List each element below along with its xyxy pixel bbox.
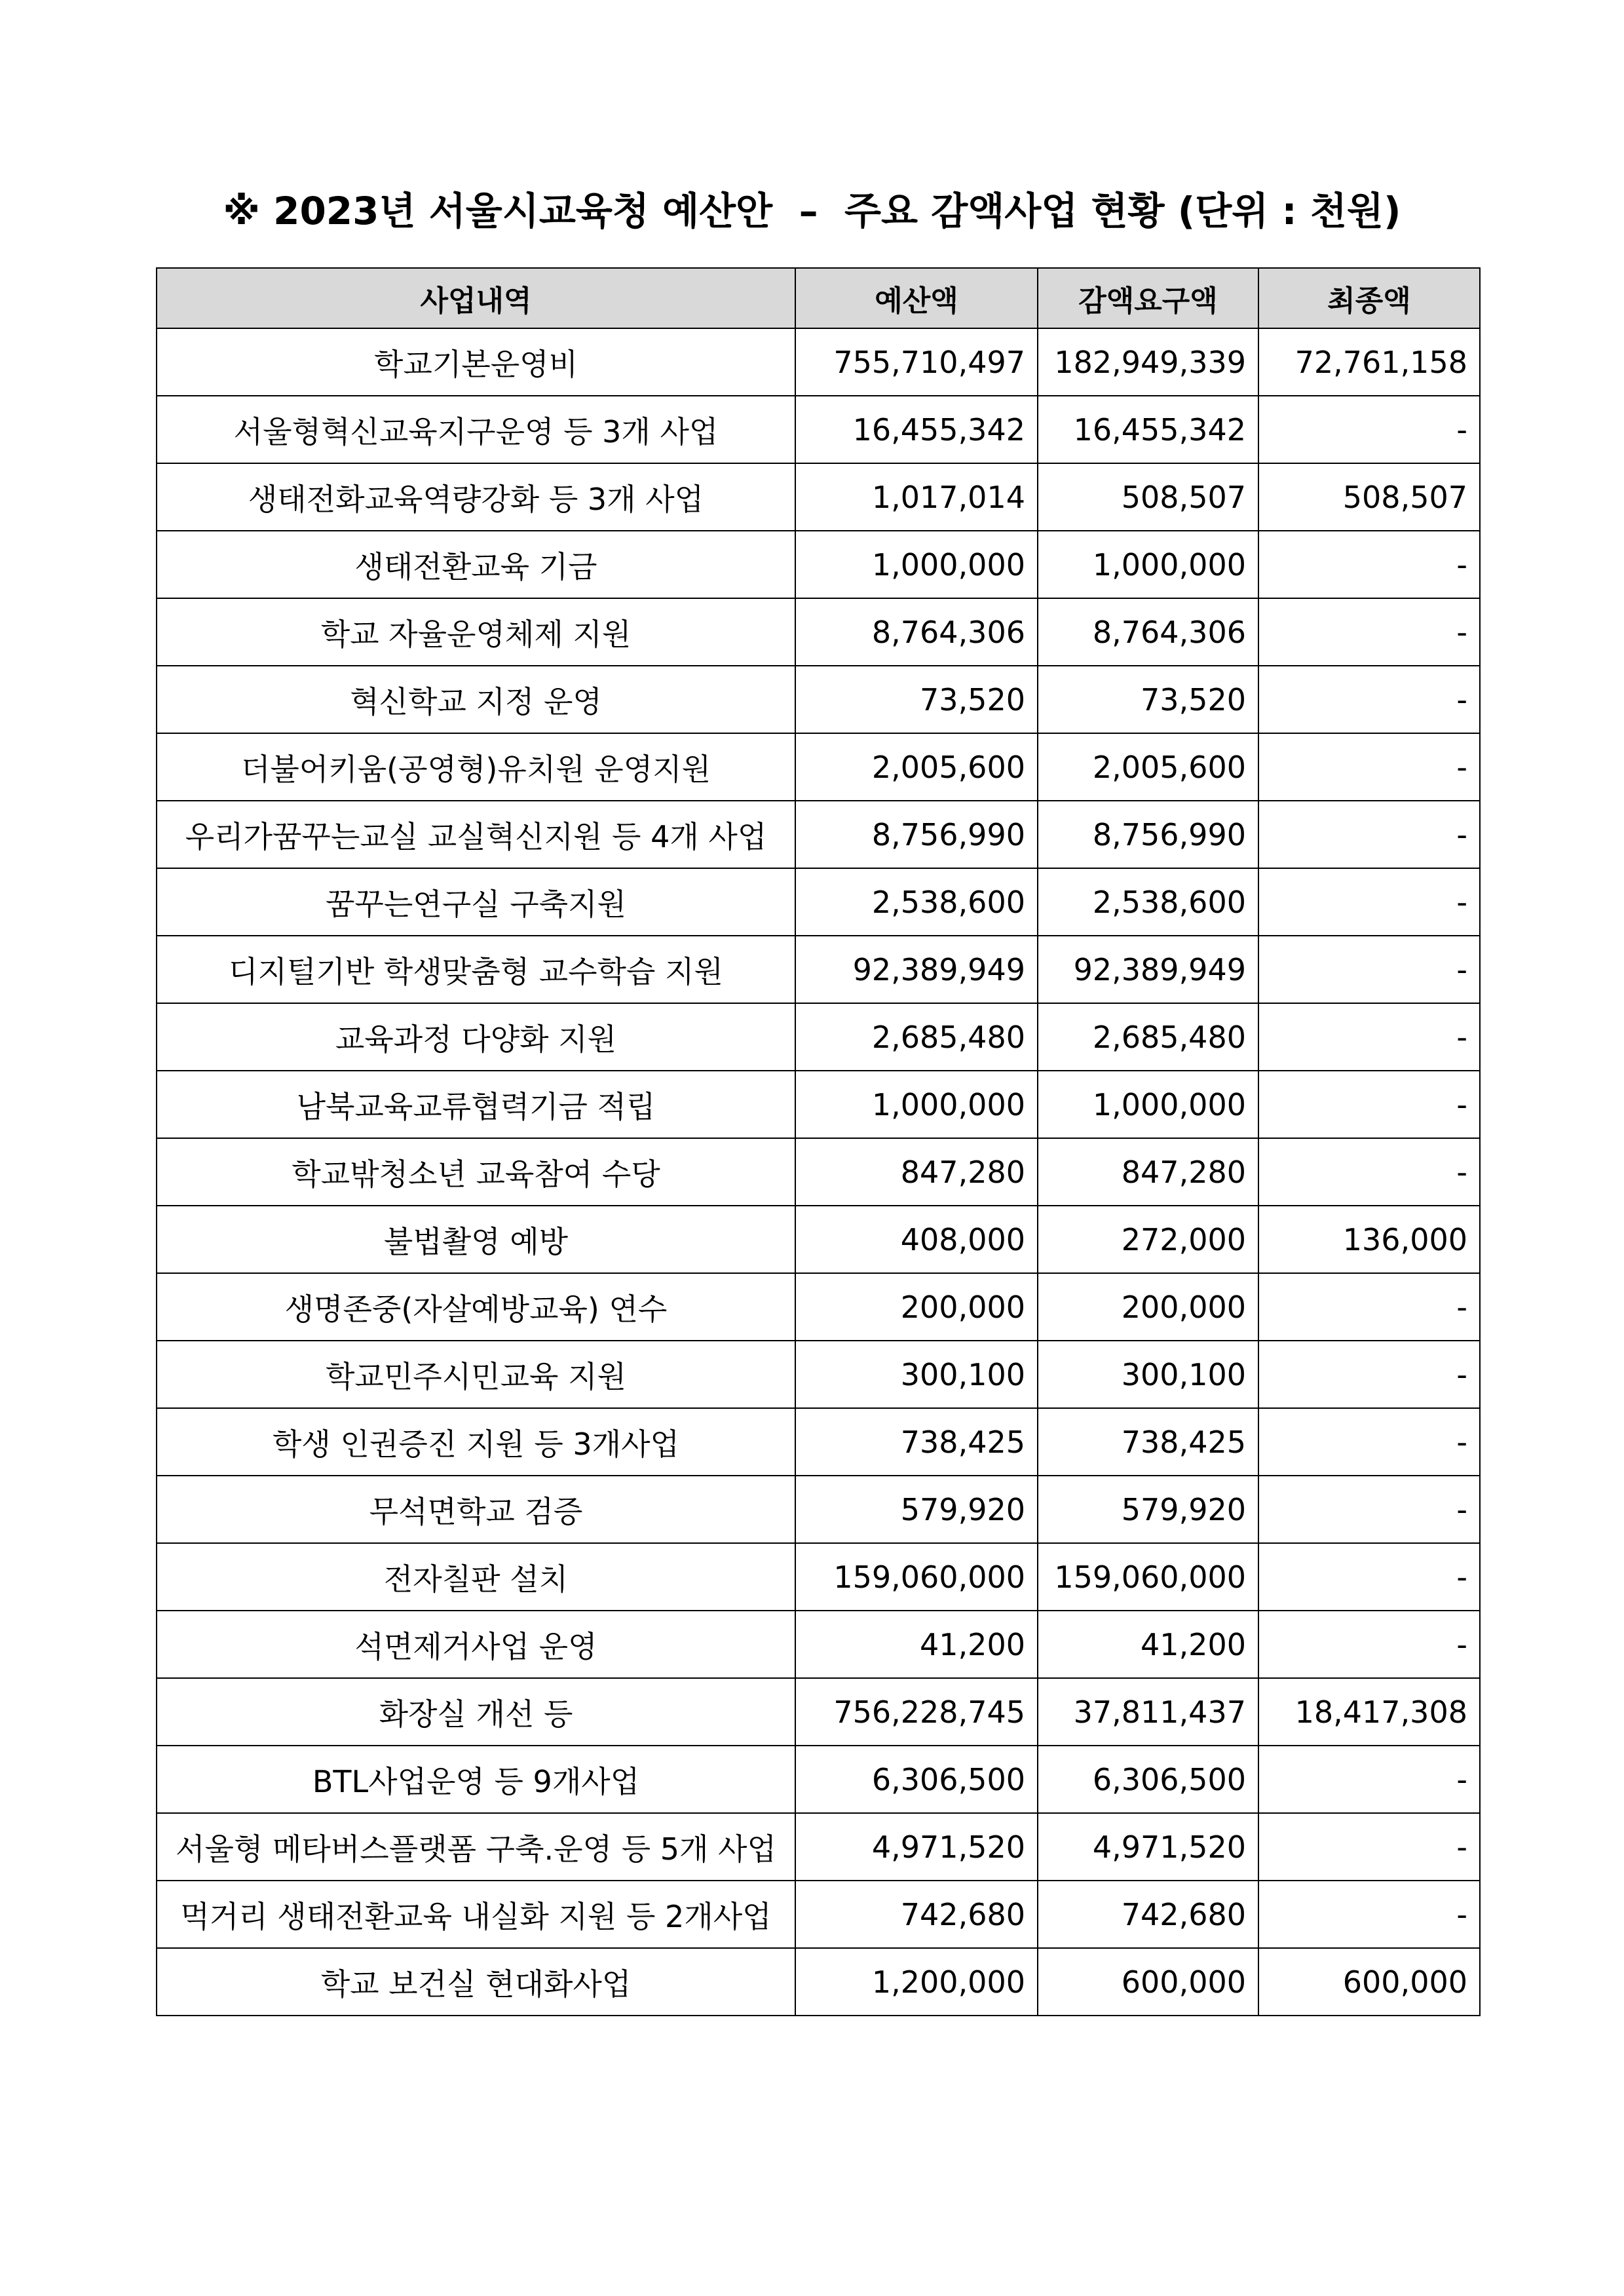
reduction-request-cell: 73,520 — [1038, 666, 1258, 733]
final-amount-cell: 508,507 — [1258, 463, 1480, 531]
table-row — [157, 666, 1480, 733]
reduction-request-cell: 1,000,000 — [1038, 1071, 1258, 1138]
reduction-request-cell: 8,756,990 — [1038, 801, 1258, 868]
budget-cell: 73,520 — [795, 666, 1038, 733]
project-name-cell: 학교기본운영비 — [157, 328, 795, 396]
table-row — [157, 868, 1480, 936]
final-amount-cell: 600,000 — [1258, 1948, 1480, 2016]
final-amount-cell: - — [1258, 1611, 1480, 1678]
reduction-request-cell: 200,000 — [1038, 1273, 1258, 1341]
budget-cell: 738,425 — [795, 1408, 1038, 1476]
table-row — [157, 1611, 1480, 1678]
table-row — [157, 1678, 1480, 1746]
project-name-cell: 교육과정 다양화 지원 — [157, 1003, 795, 1071]
table-row — [157, 1138, 1480, 1206]
table-row — [157, 1543, 1480, 1611]
project-name-cell: 혁신학교 지정 운영 — [157, 666, 795, 733]
project-name-cell: 전자칠판 설치 — [157, 1543, 795, 1611]
table-row — [157, 328, 1480, 396]
project-name-cell: 화장실 개선 등 — [157, 1678, 795, 1746]
final-amount-cell: - — [1258, 1138, 1480, 1206]
project-name-cell: 학교민주시민교육 지원 — [157, 1341, 795, 1408]
budget-cell: 756,228,745 — [795, 1678, 1038, 1746]
budget-cell: 159,060,000 — [795, 1543, 1038, 1611]
project-name-cell: 서울형혁신교육지구운영 등 3개 사업 — [157, 396, 795, 463]
reduction-request-cell: 300,100 — [1038, 1341, 1258, 1408]
project-name-cell: 먹거리 생태전환교육 내실화 지원 등 2개사업 — [157, 1881, 795, 1948]
project-name-cell: 생태전환교육 기금 — [157, 531, 795, 598]
project-name-cell: 불법촬영 예방 — [157, 1206, 795, 1273]
reduction-request-cell: 16,455,342 — [1038, 396, 1258, 463]
project-name-cell: BTL사업운영 등 9개사업 — [157, 1746, 795, 1813]
reduction-request-cell: 742,680 — [1038, 1881, 1258, 1948]
table-body — [157, 328, 1480, 2016]
reduction-request-cell: 1,000,000 — [1038, 531, 1258, 598]
header-reduction-request: 감액요구액 — [1038, 268, 1258, 328]
reduction-request-cell: 600,000 — [1038, 1948, 1258, 2016]
reduction-request-cell: 272,000 — [1038, 1206, 1258, 1273]
project-name-cell: 생명존중(자살예방교육) 연수 — [157, 1273, 795, 1341]
budget-cell: 200,000 — [795, 1273, 1038, 1341]
final-amount-cell: - — [1258, 1341, 1480, 1408]
reduction-request-cell: 41,200 — [1038, 1611, 1258, 1678]
table-row — [157, 1881, 1480, 1948]
budget-cell: 92,389,949 — [795, 936, 1038, 1003]
reduction-request-cell: 2,005,600 — [1038, 733, 1258, 801]
final-amount-cell: - — [1258, 1003, 1480, 1071]
reduction-request-cell: 182,949,339 — [1038, 328, 1258, 396]
final-amount-cell: - — [1258, 936, 1480, 1003]
final-amount-cell: - — [1258, 868, 1480, 936]
budget-cell: 8,764,306 — [795, 598, 1038, 666]
budget-cell: 1,017,014 — [795, 463, 1038, 531]
project-name-cell: 꿈꾸는연구실 구축지원 — [157, 868, 795, 936]
table-row — [157, 1408, 1480, 1476]
budget-cell: 8,756,990 — [795, 801, 1038, 868]
page-title: ※ 2023년 서울시교육청 예산안 – 주요 감액사업 현황 (단위 : 천원) — [223, 189, 1401, 233]
table-row — [157, 1071, 1480, 1138]
project-name-cell: 석면제거사업 운영 — [157, 1611, 795, 1678]
budget-cell: 16,455,342 — [795, 396, 1038, 463]
project-name-cell: 무석면학교 검증 — [157, 1476, 795, 1543]
reduction-request-cell: 92,389,949 — [1038, 936, 1258, 1003]
reduction-request-cell: 847,280 — [1038, 1138, 1258, 1206]
final-amount-cell: - — [1258, 733, 1480, 801]
reduction-request-cell: 508,507 — [1038, 463, 1258, 531]
reduction-request-cell: 4,971,520 — [1038, 1813, 1258, 1881]
table-row — [157, 1948, 1480, 2016]
header-budget: 예산액 — [795, 268, 1038, 328]
final-amount-cell: 18,417,308 — [1258, 1678, 1480, 1746]
budget-cell: 2,005,600 — [795, 733, 1038, 801]
final-amount-cell: - — [1258, 531, 1480, 598]
budget-cell: 2,538,600 — [795, 868, 1038, 936]
table-row — [157, 801, 1480, 868]
budget-cell: 1,000,000 — [795, 531, 1038, 598]
table-row — [157, 936, 1480, 1003]
final-amount-cell: 72,761,158 — [1258, 328, 1480, 396]
table-row — [157, 733, 1480, 801]
budget-cell: 1,200,000 — [795, 1948, 1038, 2016]
budget-cell: 408,000 — [795, 1206, 1038, 1273]
budget-cell: 1,000,000 — [795, 1071, 1038, 1138]
header-final-amount: 최종액 — [1258, 268, 1480, 328]
project-name-cell: 서울형 메타버스플랫폼 구축.운영 등 5개 사업 — [157, 1813, 795, 1881]
header-project: 사업내역 — [157, 268, 795, 328]
project-name-cell: 생태전화교육역량강화 등 3개 사업 — [157, 463, 795, 531]
final-amount-cell: 136,000 — [1258, 1206, 1480, 1273]
reduction-request-cell: 159,060,000 — [1038, 1543, 1258, 1611]
table-row — [157, 531, 1480, 598]
reduction-request-cell: 2,538,600 — [1038, 868, 1258, 936]
budget-cell: 300,100 — [795, 1341, 1038, 1408]
budget-cell: 847,280 — [795, 1138, 1038, 1206]
final-amount-cell: - — [1258, 598, 1480, 666]
budget-cell: 6,306,500 — [795, 1746, 1038, 1813]
table-row — [157, 1341, 1480, 1408]
final-amount-cell: - — [1258, 1881, 1480, 1948]
project-name-cell: 우리가꿈꾸는교실 교실혁신지원 등 4개 사업 — [157, 801, 795, 868]
reduction-request-cell: 37,811,437 — [1038, 1678, 1258, 1746]
final-amount-cell: - — [1258, 1071, 1480, 1138]
project-name-cell: 디지털기반 학생맞춤형 교수학습 지원 — [157, 936, 795, 1003]
final-amount-cell: - — [1258, 1408, 1480, 1476]
table-row — [157, 1813, 1480, 1881]
budget-table — [156, 267, 1481, 2016]
reduction-request-cell: 6,306,500 — [1038, 1746, 1258, 1813]
reduction-request-cell: 8,764,306 — [1038, 598, 1258, 666]
budget-cell: 4,971,520 — [795, 1813, 1038, 1881]
final-amount-cell: - — [1258, 1476, 1480, 1543]
table-row — [157, 1206, 1480, 1273]
reduction-request-cell: 2,685,480 — [1038, 1003, 1258, 1071]
budget-cell: 2,685,480 — [795, 1003, 1038, 1071]
final-amount-cell: - — [1258, 801, 1480, 868]
budget-cell: 742,680 — [795, 1881, 1038, 1948]
table-row — [157, 1273, 1480, 1341]
table-header-row — [157, 268, 1480, 328]
reduction-request-cell: 738,425 — [1038, 1408, 1258, 1476]
budget-cell: 755,710,497 — [795, 328, 1038, 396]
final-amount-cell: - — [1258, 1273, 1480, 1341]
table-row — [157, 396, 1480, 463]
table-row — [157, 1746, 1480, 1813]
final-amount-cell: - — [1258, 1543, 1480, 1611]
final-amount-cell: - — [1258, 1746, 1480, 1813]
project-name-cell: 더불어키움(공영형)유치원 운영지원 — [157, 733, 795, 801]
final-amount-cell: - — [1258, 396, 1480, 463]
table-row — [157, 1003, 1480, 1071]
project-name-cell: 학교밖청소년 교육참여 수당 — [157, 1138, 795, 1206]
budget-cell: 579,920 — [795, 1476, 1038, 1543]
table-row — [157, 463, 1480, 531]
budget-cell: 41,200 — [795, 1611, 1038, 1678]
final-amount-cell: - — [1258, 1813, 1480, 1881]
project-name-cell: 학교 보건실 현대화사업 — [157, 1948, 795, 2016]
table-row — [157, 598, 1480, 666]
project-name-cell: 남북교육교류협력기금 적립 — [157, 1071, 795, 1138]
reduction-request-cell: 579,920 — [1038, 1476, 1258, 1543]
final-amount-cell: - — [1258, 666, 1480, 733]
table-row — [157, 1476, 1480, 1543]
project-name-cell: 학교 자율운영체제 지원 — [157, 598, 795, 666]
project-name-cell: 학생 인권증진 지원 등 3개사업 — [157, 1408, 795, 1476]
